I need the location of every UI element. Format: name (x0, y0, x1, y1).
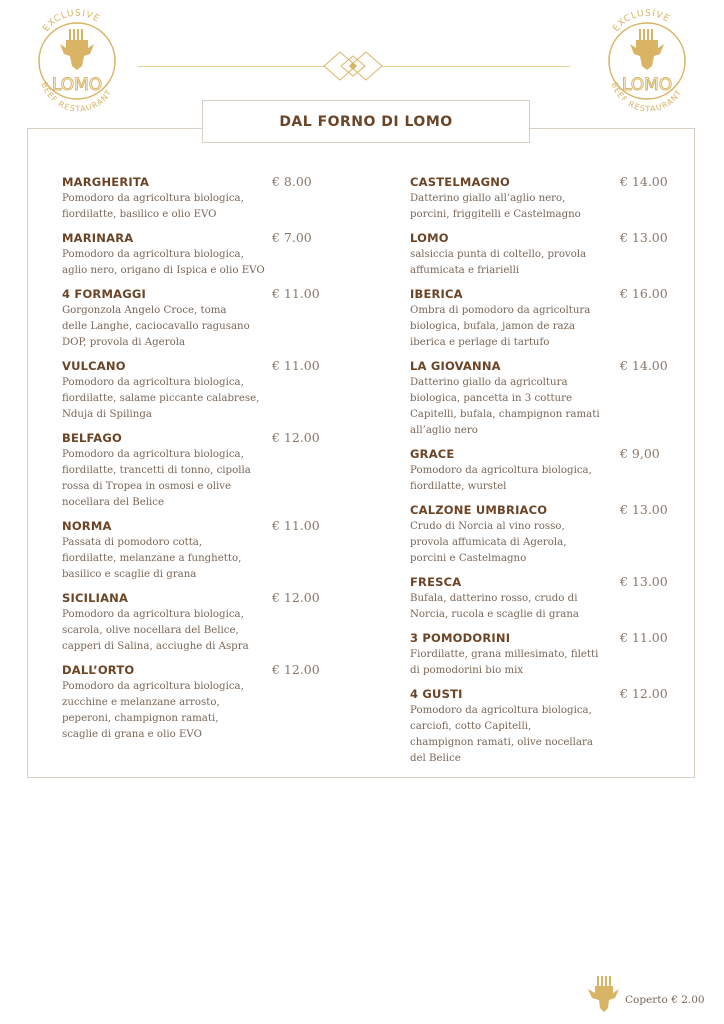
lomo-logo (592, 4, 702, 114)
section-title: DAL FORNO DI LOMO (279, 113, 453, 130)
item-name: NORMA (62, 519, 112, 533)
svg-text:BEEF RESTAURANT: BEEF RESTAURANT (39, 81, 114, 114)
item-price: € 14.00 (620, 174, 668, 189)
item-name: 4 GUSTI (410, 687, 463, 701)
menu-item (62, 285, 322, 351)
item-price: € 12.00 (272, 662, 320, 677)
lomo-logo (22, 4, 132, 114)
item-name: VULCANO (62, 359, 126, 373)
item-name: MARINARA (62, 231, 134, 245)
menu-item (410, 357, 670, 439)
item-description: salsiccia punta di coltello, provola affumicata e friarielli (410, 249, 587, 276)
item-description: Pomodoro da agricoltura biologica, aglio nero, origano di Ispica e olio EVO (62, 249, 265, 276)
menu-item (410, 629, 670, 679)
item-description: Crudo di Norcia al vino rosso, provola affumicata di Agerola, porcini e Castelmagno (410, 521, 567, 564)
menu-item (410, 573, 670, 623)
item-description: Pomodoro da agricoltura biologica, zucchine e melanzane arrosto, peperoni, champignon ramati, scaglie di grana e olio EVO (62, 681, 244, 740)
item-price: € 11.00 (272, 358, 320, 373)
item-price: € 11.00 (272, 286, 320, 301)
item-description: Pomodoro da agricoltura biologica, fiordilatte, trancetti di tonno, cipolla rossa di Tropea in osmosi e olive nocellara del Belice (62, 449, 251, 508)
item-name: MARGHERITA (62, 175, 150, 189)
item-name: 3 POMODORINI (410, 631, 511, 645)
item-price: € 11.00 (620, 630, 668, 645)
item-price: € 13.00 (620, 502, 668, 517)
ornament-line-right (382, 66, 570, 67)
item-description: Pomodoro da agricoltura biologica, fiordilatte, wurstel (410, 465, 592, 492)
menu-item (410, 229, 670, 279)
item-description: Bufala, datterino rosso, crudo di Norcia, rucola e scaglie di grana (410, 593, 579, 620)
item-name: DALL’ORTO (62, 663, 135, 677)
item-price: € 16.00 (620, 286, 668, 301)
menu-column-left (62, 173, 322, 749)
menu-item (410, 285, 670, 351)
item-price: € 13.00 (620, 230, 668, 245)
item-description: Datterino giallo all’aglio nero, porcini, friggitelli e Castelmagno (410, 193, 581, 220)
svg-text:EXCLUSIVE: EXCLUSIVE (41, 8, 102, 34)
item-description: Ombra di pomodoro da agricoltura biologica, bufala, jamon de raza iberica e perlage di tartufo (410, 305, 591, 348)
menu-item (62, 229, 322, 279)
item-price: € 9,00 (620, 446, 660, 461)
item-description: Pomodoro da agricoltura biologica, carciofi, cotto Capitelli, champignon ramati, olive nocellara del Belice (410, 705, 593, 764)
item-price: € 12.00 (272, 590, 320, 605)
cover-charge: Coperto € 2.00 (625, 994, 705, 1006)
section-title-box (202, 100, 530, 143)
item-description: Passata di pomodoro cotta, fiordilatte, melanzane a funghetto, basilico e scaglie di grana (62, 537, 242, 580)
svg-text:LOMO: LOMO (51, 75, 103, 95)
item-name: CALZONE UMBRIACO (410, 503, 548, 517)
bull-fork-icon (586, 974, 620, 1014)
menu-item (62, 173, 322, 223)
item-price: € 11.00 (272, 518, 320, 533)
item-description: Gorgonzola Angelo Croce, toma delle Langhe, caciocavallo ragusano DOP, provola di Agerola (62, 305, 250, 348)
item-description: Pomodoro da agricoltura biologica, fiordilatte, basilico e olio EVO (62, 193, 244, 220)
item-name: CASTELMAGNO (410, 175, 511, 189)
menu-item (62, 429, 322, 511)
item-name: FRESCA (410, 575, 462, 589)
item-name: IBERICA (410, 287, 463, 301)
svg-text:LOMO: LOMO (621, 75, 673, 95)
item-description: Pomodoro da agricoltura biologica, fiordilatte, salame piccante calabrese, Nduja di Spilinga (62, 377, 260, 420)
svg-text:EXCLUSIVE: EXCLUSIVE (611, 8, 672, 34)
item-name: BELFAGO (62, 431, 123, 445)
menu-item (410, 685, 670, 767)
ornament-line-left (138, 66, 324, 67)
item-name: LA GIOVANNA (410, 359, 501, 373)
menu-item (62, 589, 322, 655)
diamond-ornament-icon (320, 50, 386, 82)
menu-item (410, 445, 670, 495)
menu-item (62, 661, 322, 743)
menu-item (62, 517, 322, 583)
item-price: € 12.00 (272, 430, 320, 445)
item-description: Pomodoro da agricoltura biologica, scarola, olive nocellara del Belice, capperi di Salina, acciughe di Aspra (62, 609, 249, 652)
item-name: GRACE (410, 447, 455, 461)
item-price: € 14.00 (620, 358, 668, 373)
menu-item (410, 173, 670, 223)
item-description: Datterino giallo da agricoltura biologica, pancetta in 3 cotture Capitelli, bufala, champignon ramati all’aglio nero (410, 377, 600, 436)
item-name: LOMO (410, 231, 449, 245)
svg-text:BEEF RESTAURANT: BEEF RESTAURANT (609, 81, 684, 114)
item-name: 4 FORMAGGI (62, 287, 146, 301)
item-price: € 8.00 (272, 174, 312, 189)
item-description: Fiordilatte, grana millesimato, filetti di pomodorini bio mix (410, 649, 599, 676)
item-price: € 7.00 (272, 230, 312, 245)
menu-column-right (410, 173, 670, 773)
menu-item (62, 357, 322, 423)
item-price: € 13.00 (620, 574, 668, 589)
item-name: SICILIANA (62, 591, 129, 605)
menu-item (410, 501, 670, 567)
item-price: € 12.00 (620, 686, 668, 701)
